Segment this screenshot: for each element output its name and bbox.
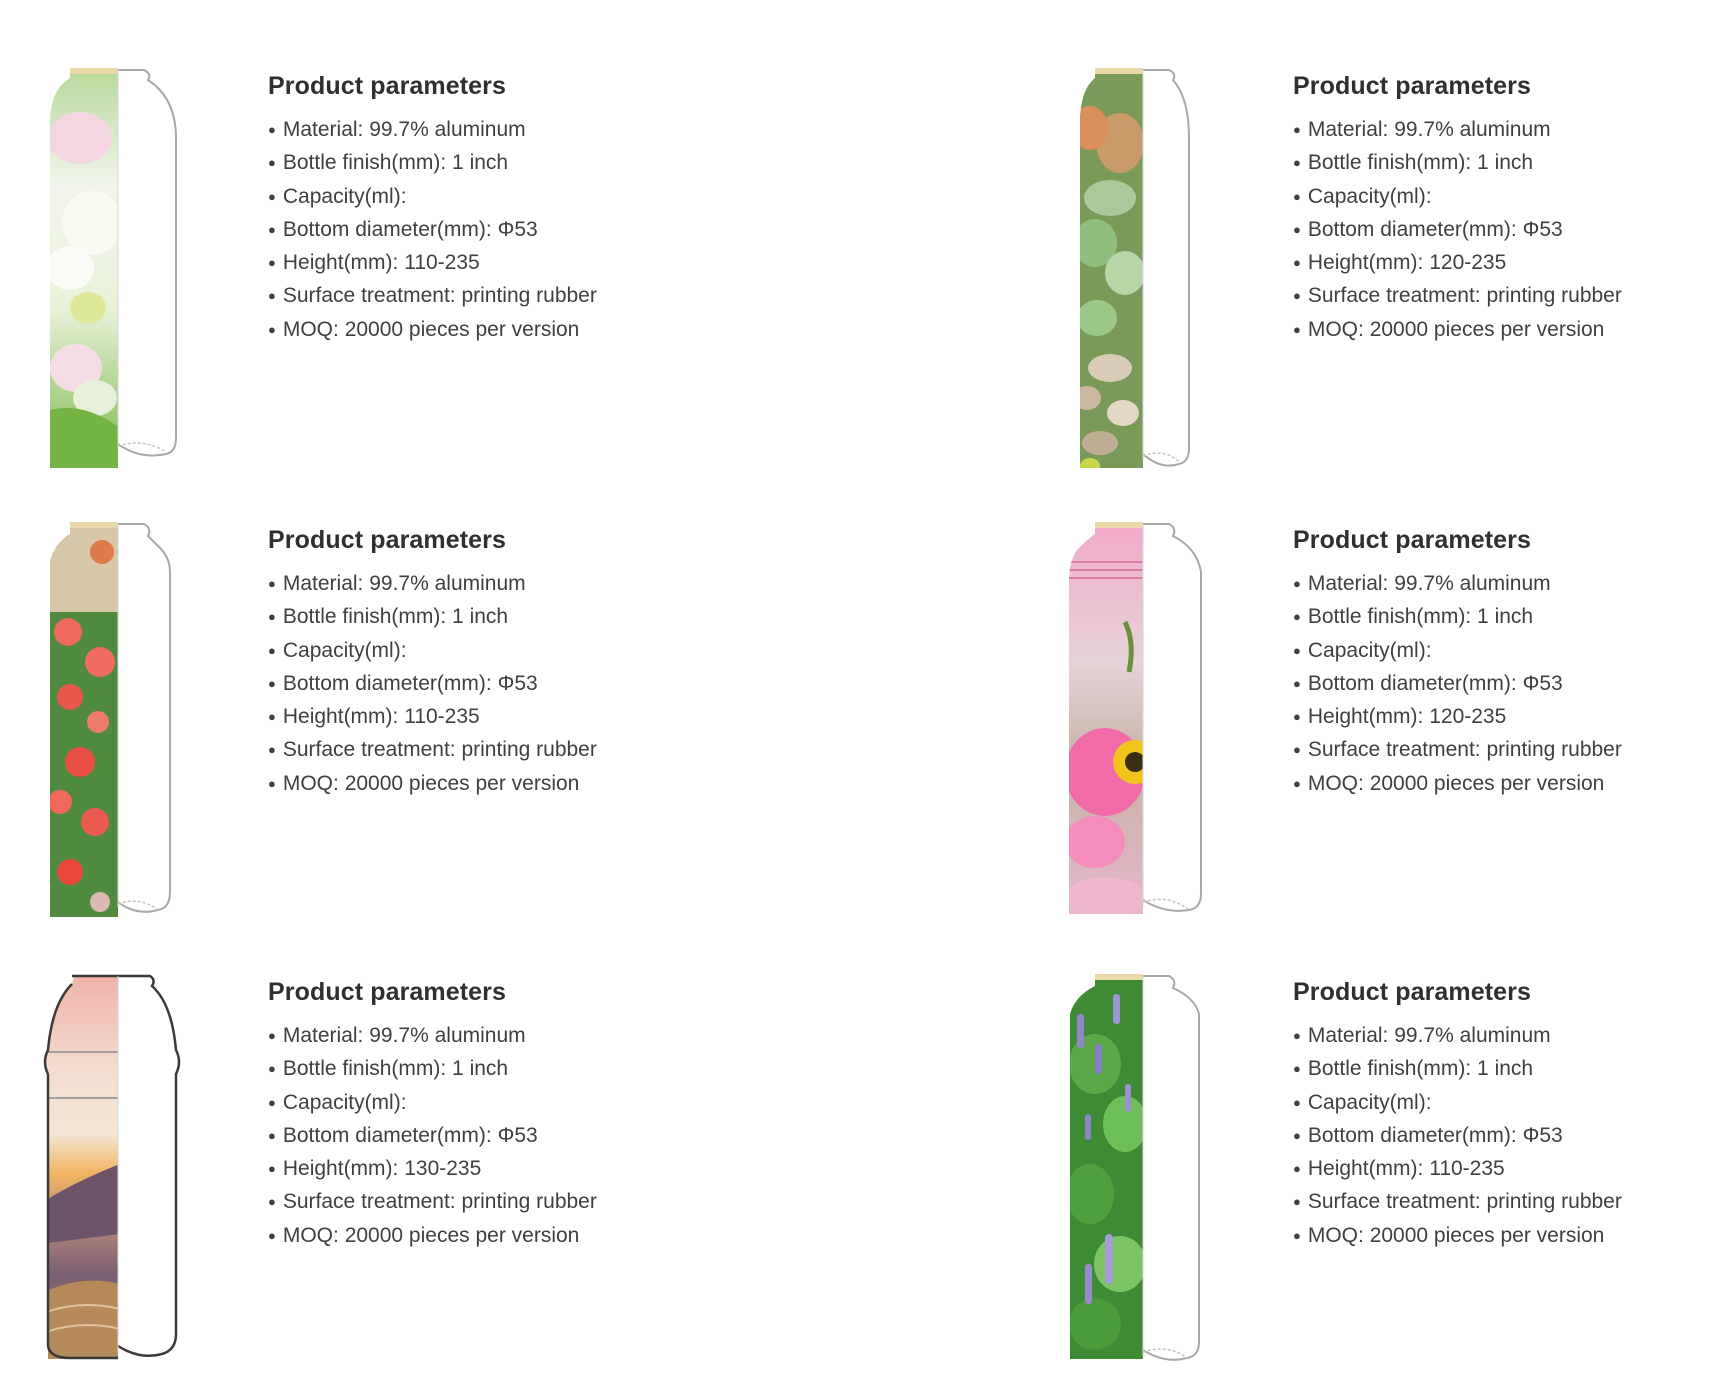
param-height: ● Height(mm): 130-235 [268,1152,597,1185]
param-material: ● Material: 99.7% aluminum [1293,1019,1622,1052]
param-bottle-finish: ● Bottle finish(mm): 1 inch [1293,600,1622,633]
parameter-list [1293,567,1622,800]
param-moq: ● MOQ: 20000 pieces per version [1293,1219,1622,1252]
param-bottom-diameter: ● Bottom diameter(mm): Φ53 [1293,213,1622,246]
product-card-2 [1065,68,1714,488]
param-bottom-diameter: ● Bottom diameter(mm): Φ53 [268,1119,597,1152]
product-card-3 [40,522,860,942]
param-surface-treatment: ● Surface treatment: printing rubber [1293,733,1622,766]
param-height: ● Height(mm): 120-235 [1293,246,1622,279]
section-title: Product parameters [268,978,506,1006]
aerosol-bottle-image [1065,68,1225,478]
param-material: ● Material: 99.7% aluminum [268,567,597,600]
param-capacity: ● Capacity(ml): [268,180,597,213]
param-moq: ● MOQ: 20000 pieces per version [1293,313,1622,346]
param-height: ● Height(mm): 120-235 [1293,700,1622,733]
section-title: Product parameters [1293,526,1531,554]
param-moq: ● MOQ: 20000 pieces per version [1293,767,1622,800]
param-material: ● Material: 99.7% aluminum [268,113,597,146]
param-material: ● Material: 99.7% aluminum [1293,113,1622,146]
param-bottle-finish: ● Bottle finish(mm): 1 inch [268,1052,597,1085]
param-moq: ● MOQ: 20000 pieces per version [268,767,597,800]
param-surface-treatment: ● Surface treatment: printing rubber [1293,1185,1622,1218]
param-bottle-finish: ● Bottle finish(mm): 1 inch [268,146,597,179]
product-parameters [268,526,597,800]
param-capacity: ● Capacity(ml): [1293,634,1622,667]
param-height: ● Height(mm): 110-235 [268,700,597,733]
parameter-list [1293,113,1622,346]
param-bottom-diameter: ● Bottom diameter(mm): Φ53 [1293,667,1622,700]
param-moq: ● MOQ: 20000 pieces per version [268,313,597,346]
param-bottle-finish: ● Bottle finish(mm): 1 inch [1293,146,1622,179]
aerosol-bottle-image [40,974,200,1374]
parameter-list [268,567,597,800]
param-bottom-diameter: ● Bottom diameter(mm): Φ53 [1293,1119,1622,1152]
product-parameters [1293,978,1622,1252]
param-bottom-diameter: ● Bottom diameter(mm): Φ53 [268,213,597,246]
param-material: ● Material: 99.7% aluminum [268,1019,597,1052]
param-capacity: ● Capacity(ml): [268,634,597,667]
param-moq: ● MOQ: 20000 pieces per version [268,1219,597,1252]
param-surface-treatment: ● Surface treatment: printing rubber [268,1185,597,1218]
section-title: Product parameters [1293,978,1531,1006]
parameter-list [1293,1019,1622,1252]
product-card-4 [1065,522,1714,942]
param-height: ● Height(mm): 110-235 [1293,1152,1622,1185]
param-height: ● Height(mm): 110-235 [268,246,597,279]
param-capacity: ● Capacity(ml): [1293,1086,1622,1119]
param-surface-treatment: ● Surface treatment: printing rubber [268,733,597,766]
section-title: Product parameters [1293,72,1531,100]
param-capacity: ● Capacity(ml): [1293,180,1622,213]
parameter-list [268,113,597,346]
product-parameters [1293,72,1622,346]
param-bottom-diameter: ● Bottom diameter(mm): Φ53 [268,667,597,700]
product-parameters [268,72,597,346]
aerosol-bottle-image [1065,522,1225,922]
param-bottle-finish: ● Bottle finish(mm): 1 inch [268,600,597,633]
param-surface-treatment: ● Surface treatment: printing rubber [1293,279,1622,312]
product-card-1 [40,68,860,488]
aerosol-bottle-image [1065,974,1225,1374]
param-surface-treatment: ● Surface treatment: printing rubber [268,279,597,312]
section-title: Product parameters [268,72,506,100]
parameter-list [268,1019,597,1252]
product-card-5 [40,974,860,1394]
product-parameters [1293,526,1622,800]
product-parameters [268,978,597,1252]
param-capacity: ● Capacity(ml): [268,1086,597,1119]
aerosol-bottle-image [40,68,200,468]
param-material: ● Material: 99.7% aluminum [1293,567,1622,600]
section-title: Product parameters [268,526,506,554]
param-bottle-finish: ● Bottle finish(mm): 1 inch [1293,1052,1622,1085]
aerosol-bottle-image [40,522,200,922]
product-card-6 [1065,974,1714,1394]
